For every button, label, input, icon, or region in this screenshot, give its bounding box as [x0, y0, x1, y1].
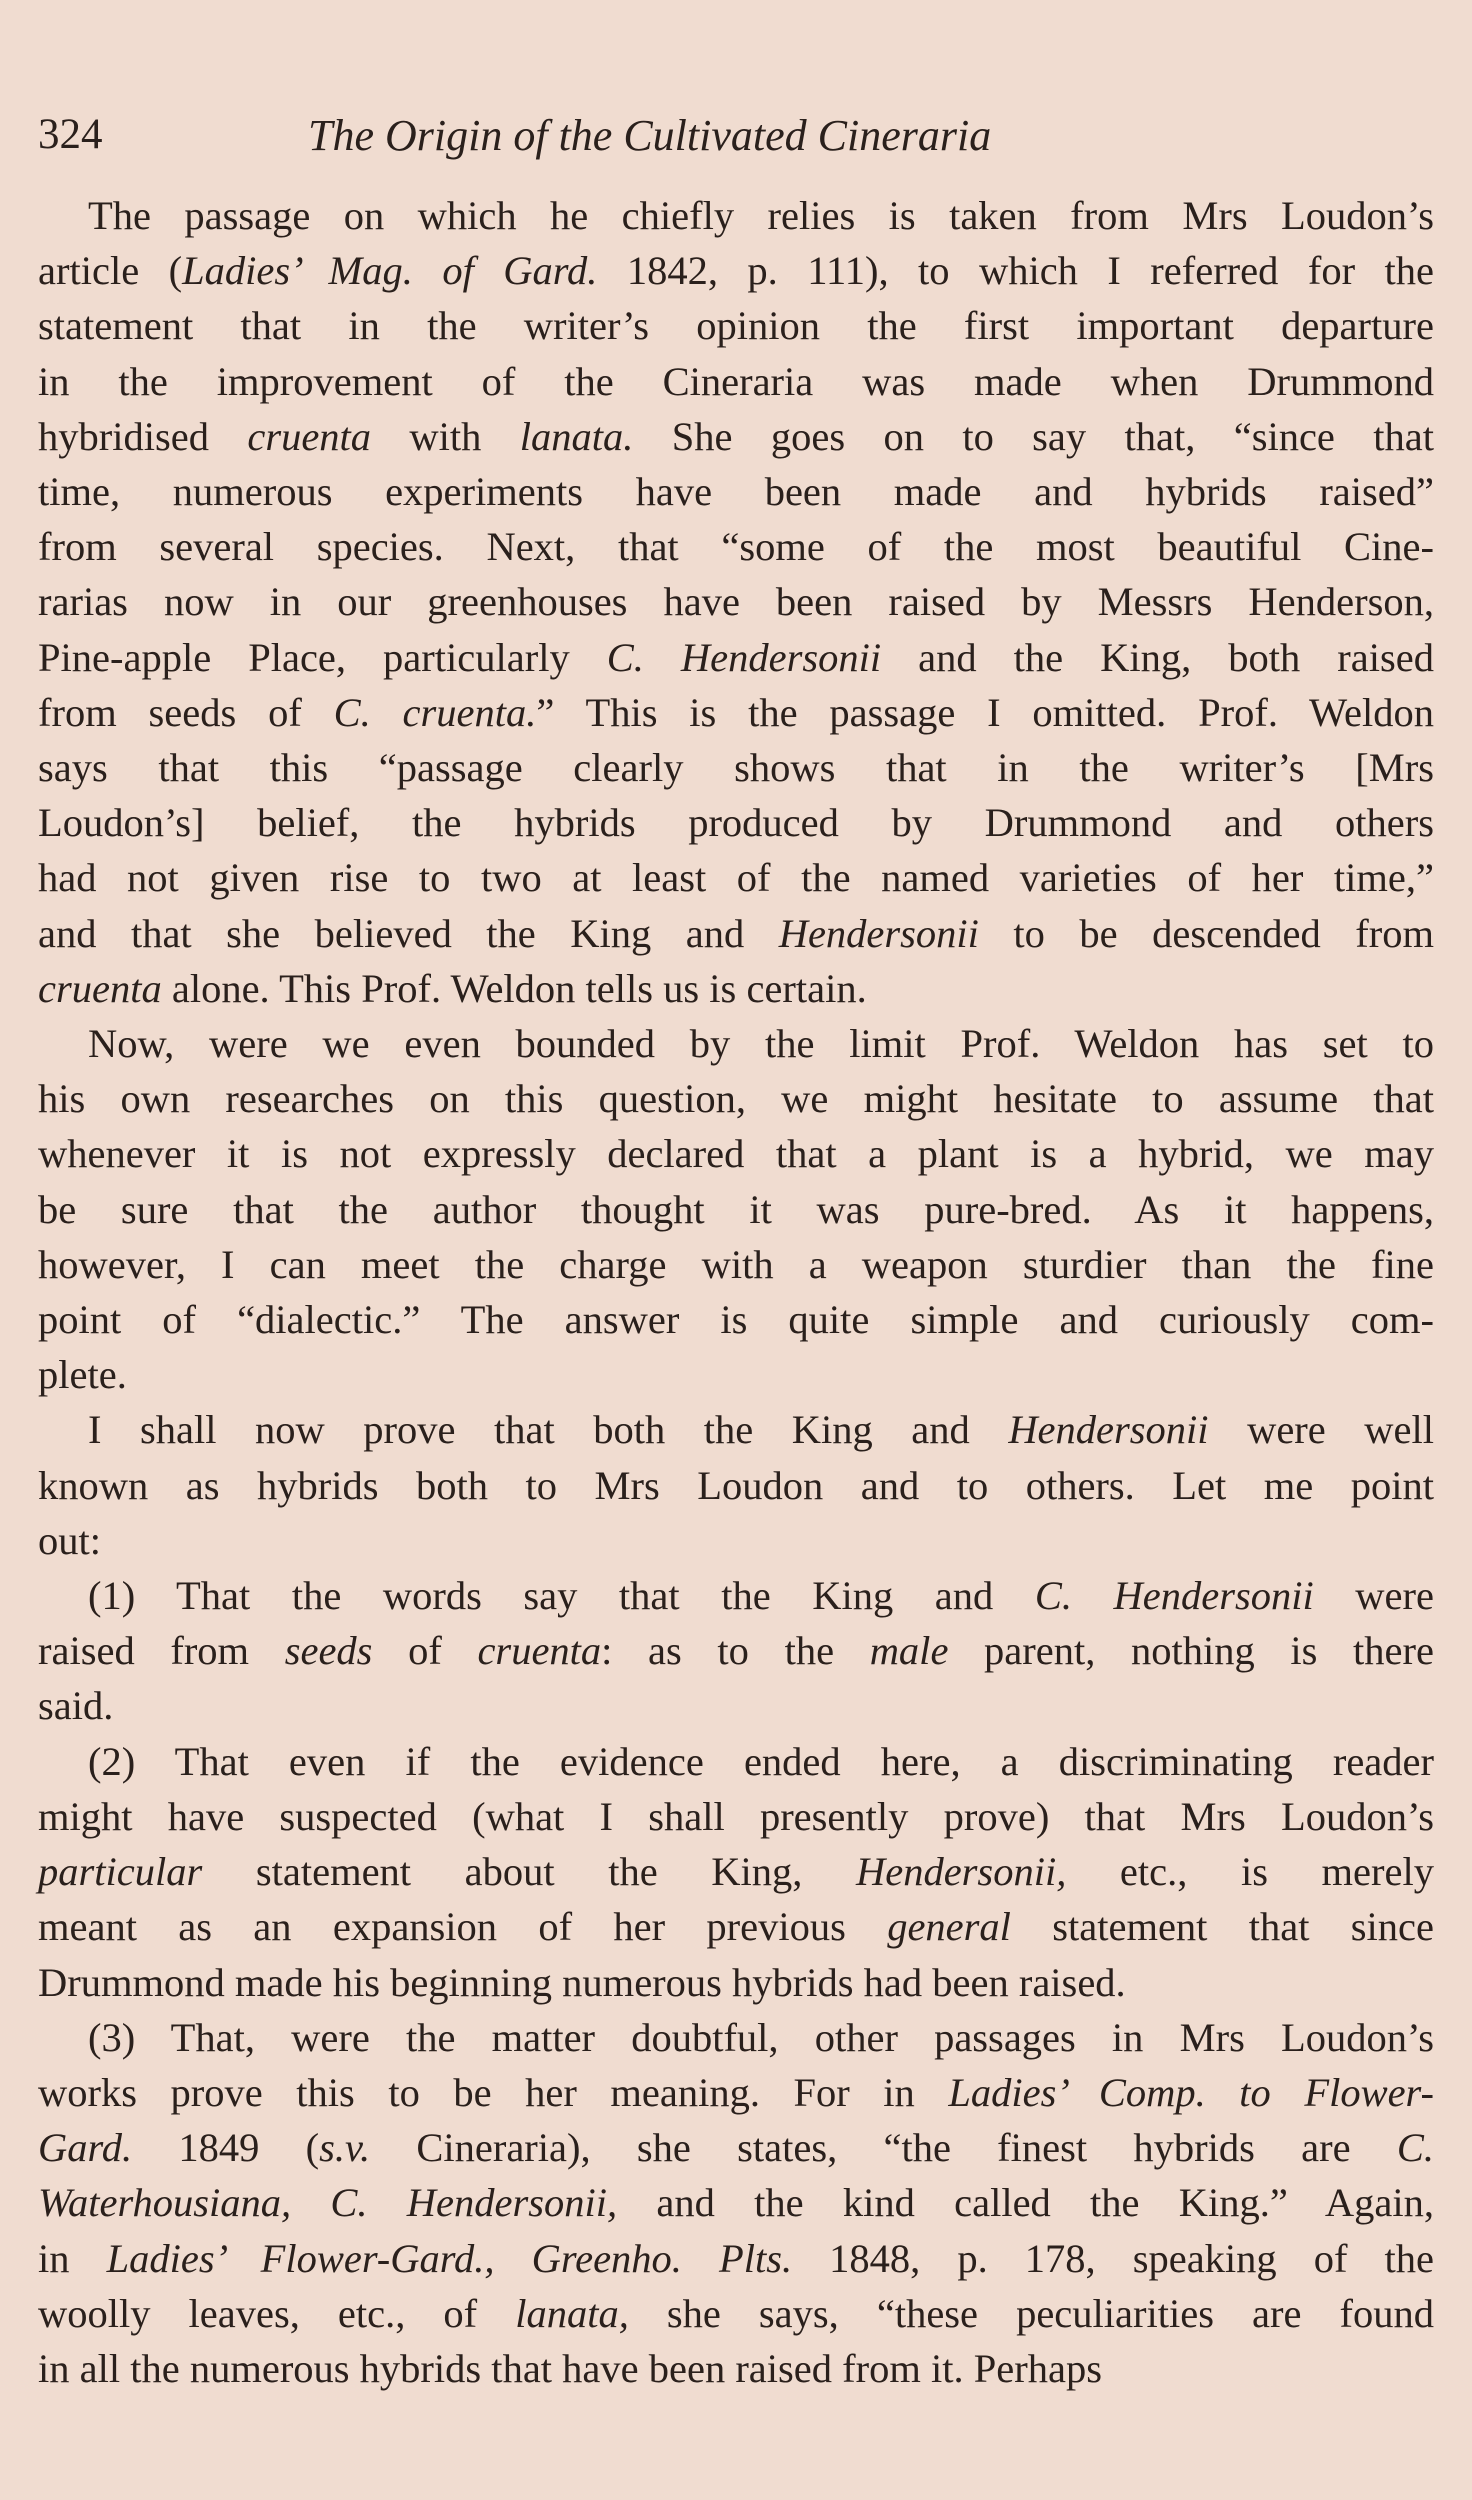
italic-text: C. cruenta.: [333, 689, 537, 735]
text-run: out:: [38, 1517, 102, 1563]
text-run: said.: [38, 1683, 114, 1729]
text-run: 1842, p. 111), to which I referred for the: [597, 248, 1434, 294]
text-run: and the kind called the King.” Again,: [617, 2180, 1434, 2226]
text-line: [38, 1899, 1434, 1954]
paragraph: [38, 1734, 1434, 2010]
text-run: she says, “these peculiarities are found: [628, 2290, 1435, 2336]
text-line: [38, 1678, 1434, 1733]
italic-text: Hendersonii,: [855, 1849, 1067, 1895]
text-line: [38, 1734, 1434, 1789]
italic-text: general: [887, 1904, 1011, 1950]
text-run: in the improvement of the Cineraria was made when Drummond: [38, 358, 1434, 404]
text-run: known as hybrids both to Mrs Loudon and to others. Let me point: [38, 1462, 1434, 1508]
text-run: time, numerous experiments have been made and hybrids raised”: [38, 469, 1434, 515]
text-run: whenever it is not expressly declared that a plant is a hybrid, we may: [38, 1131, 1434, 1177]
text-line: [38, 961, 1434, 1016]
text-run: works prove this to be her meaning. For in: [38, 2069, 949, 2115]
text-line: [38, 2341, 1434, 2396]
text-line: [38, 1071, 1434, 1126]
text-run: ” This is the passage I omitted. Prof. Weldon: [536, 689, 1434, 735]
italic-text: Hendersonii: [1008, 1407, 1209, 1453]
paragraph: [38, 1568, 1434, 1734]
italic-text: lanata.: [519, 413, 634, 459]
text-run: raised from: [38, 1628, 285, 1674]
text-line: [38, 1623, 1434, 1678]
italic-text: cruenta: [477, 1628, 602, 1674]
text-run: point of “dialectic.” The answer is quite simple and curiously com-: [38, 1297, 1434, 1343]
text-line: [38, 2175, 1434, 2230]
text-line: [38, 1955, 1434, 2010]
body-text: [38, 188, 1434, 2396]
text-line: [38, 464, 1434, 519]
text-line: [38, 1568, 1434, 1623]
text-run: were: [1313, 1573, 1434, 1619]
text-run: Drummond made his beginning numerous hybrids had been raised.: [38, 1959, 1126, 2005]
text-run: and that she believed the King and: [38, 910, 779, 956]
text-run: says that this “passage clearly shows that in the writer’s [Mrs: [38, 745, 1434, 791]
text-line: [38, 2231, 1434, 2286]
text-run: might have suspected (what I shall presently prove) that Mrs Loudon’s: [38, 1793, 1434, 1839]
italic-text: Ladies’ Mag. of Gard.: [182, 248, 598, 294]
text-run: article (: [38, 248, 183, 294]
italic-text: cruenta: [38, 965, 162, 1011]
text-run: rarias now in our greenhouses have been raised by Messrs Henderson,: [38, 579, 1434, 625]
text-run: statement that since: [1010, 1904, 1434, 1950]
text-line: [38, 1789, 1434, 1844]
text-run: parent, nothing is there: [948, 1628, 1434, 1674]
text-line: [38, 795, 1434, 850]
italic-text: lanata,: [515, 2290, 629, 2336]
text-run: woolly leaves, etc., of: [38, 2290, 516, 2336]
text-run: from several species. Next, that “some of the most beautiful Cine-: [38, 524, 1434, 570]
italic-text: Gard.: [38, 2125, 133, 2171]
text-run: in: [38, 2235, 107, 2281]
text-run: Pine-apple Place, particularly: [38, 634, 607, 680]
text-line: [38, 1182, 1434, 1237]
italic-text: Hendersonii: [778, 910, 979, 956]
italic-text: seeds: [284, 1628, 373, 1674]
text-run: his own researches on this question, we might hesitate to assume that: [38, 1076, 1434, 1122]
italic-text: s.v.: [319, 2125, 371, 2171]
text-line: [38, 1237, 1434, 1292]
italic-text: Waterhousiana, C. Hendersonii,: [38, 2180, 618, 2226]
text-line: [38, 243, 1434, 298]
italic-text: C. Hendersonii: [1034, 1573, 1314, 1619]
text-run: to be descended from: [978, 910, 1434, 956]
text-line: [38, 1402, 1434, 1457]
italic-text: Ladies’ Comp. to Flower-: [948, 2069, 1434, 2115]
text-run: hybridised: [38, 413, 248, 459]
italic-text: C. Hendersonii: [606, 634, 882, 680]
text-run: 1849 (: [132, 2125, 320, 2171]
text-run: etc., is merely: [1066, 1849, 1434, 1895]
italic-text: C.: [1396, 2125, 1434, 2171]
text-run: from seeds of: [38, 689, 334, 735]
italic-text: cruenta: [247, 413, 372, 459]
text-run: however, I can meet the charge with a weapon sturdier than the fine: [38, 1241, 1434, 1287]
text-run: The passage on which he chiefly relies is taken from Mrs Loudon’s: [88, 193, 1434, 238]
text-run: (1) That the words say that the King and: [88, 1573, 1035, 1619]
text-line: [38, 409, 1434, 464]
text-line: [38, 1016, 1434, 1071]
running-title: The Origin of the Cultivated Cineraria: [308, 111, 992, 160]
text-run: statement that in the writer’s opinion the first important departure: [38, 303, 1434, 349]
text-run: 1848, p. 178, speaking of the: [792, 2235, 1434, 2281]
paragraph: [38, 1016, 1434, 1402]
text-line: [38, 685, 1434, 740]
text-run: : as to the: [601, 1628, 870, 1674]
text-run: (2) That even if the evidence ended here, a discriminating reader: [88, 1738, 1434, 1784]
text-run: Now, were we even bounded by the limit Prof. Weldon has set to: [88, 1021, 1434, 1067]
text-line: [38, 906, 1434, 961]
text-line: [38, 1292, 1434, 1347]
text-line: [38, 2120, 1434, 2175]
text-run: I shall now prove that both the King and: [88, 1407, 1009, 1453]
text-run: She goes on to say that, “since that: [633, 413, 1434, 459]
text-line: [38, 1347, 1434, 1402]
italic-text: male: [869, 1628, 949, 1674]
text-line: [38, 354, 1434, 409]
text-line: [38, 1126, 1434, 1181]
text-line: [38, 2010, 1434, 2065]
text-run: meant as an expansion of her previous: [38, 1904, 888, 1950]
text-line: [38, 630, 1434, 685]
text-run: in all the numerous hybrids that have been raised from it. Perhaps: [38, 2345, 1102, 2391]
text-run: (3) That, were the matter doubtful, other passages in Mrs Loudon’s: [88, 2014, 1434, 2060]
text-line: [38, 740, 1434, 795]
text-run: Loudon’s] belief, the hybrids produced by Drummond and others: [38, 800, 1434, 846]
text-line: [38, 574, 1434, 629]
paragraph: [38, 2010, 1434, 2396]
text-line: [38, 519, 1434, 574]
italic-text: particular: [38, 1849, 203, 1895]
text-run: of: [372, 1628, 478, 1674]
running-head: [38, 102, 1434, 172]
paragraph: [38, 188, 1434, 1016]
text-run: had not given rise to two at least of the named varieties of her time,”: [38, 855, 1434, 901]
text-run: statement about the King,: [202, 1849, 856, 1895]
text-run: plete.: [38, 1352, 127, 1398]
text-run: Cineraria), she states, “the finest hybrids are: [370, 2125, 1397, 2171]
text-run: be sure that the author thought it was pure-bred. As it happens,: [38, 1186, 1434, 1232]
text-line: [38, 1513, 1434, 1568]
page-number: 324: [38, 111, 103, 158]
text-line: [38, 2286, 1434, 2341]
text-run: with: [371, 413, 520, 459]
italic-text: Ladies’ Flower-Gard., Greenho. Plts.: [106, 2235, 793, 2281]
text-run: were well: [1208, 1407, 1435, 1453]
text-run: and the King, both raised: [881, 634, 1434, 680]
paragraph: [38, 1402, 1434, 1568]
text-line: [38, 1844, 1434, 1899]
text-line: [38, 2065, 1434, 2120]
text-run: alone. This Prof. Weldon tells us is certain.: [161, 965, 867, 1011]
text-line: [38, 188, 1434, 243]
text-line: [38, 850, 1434, 905]
text-line: [38, 1458, 1434, 1513]
text-line: [38, 298, 1434, 353]
